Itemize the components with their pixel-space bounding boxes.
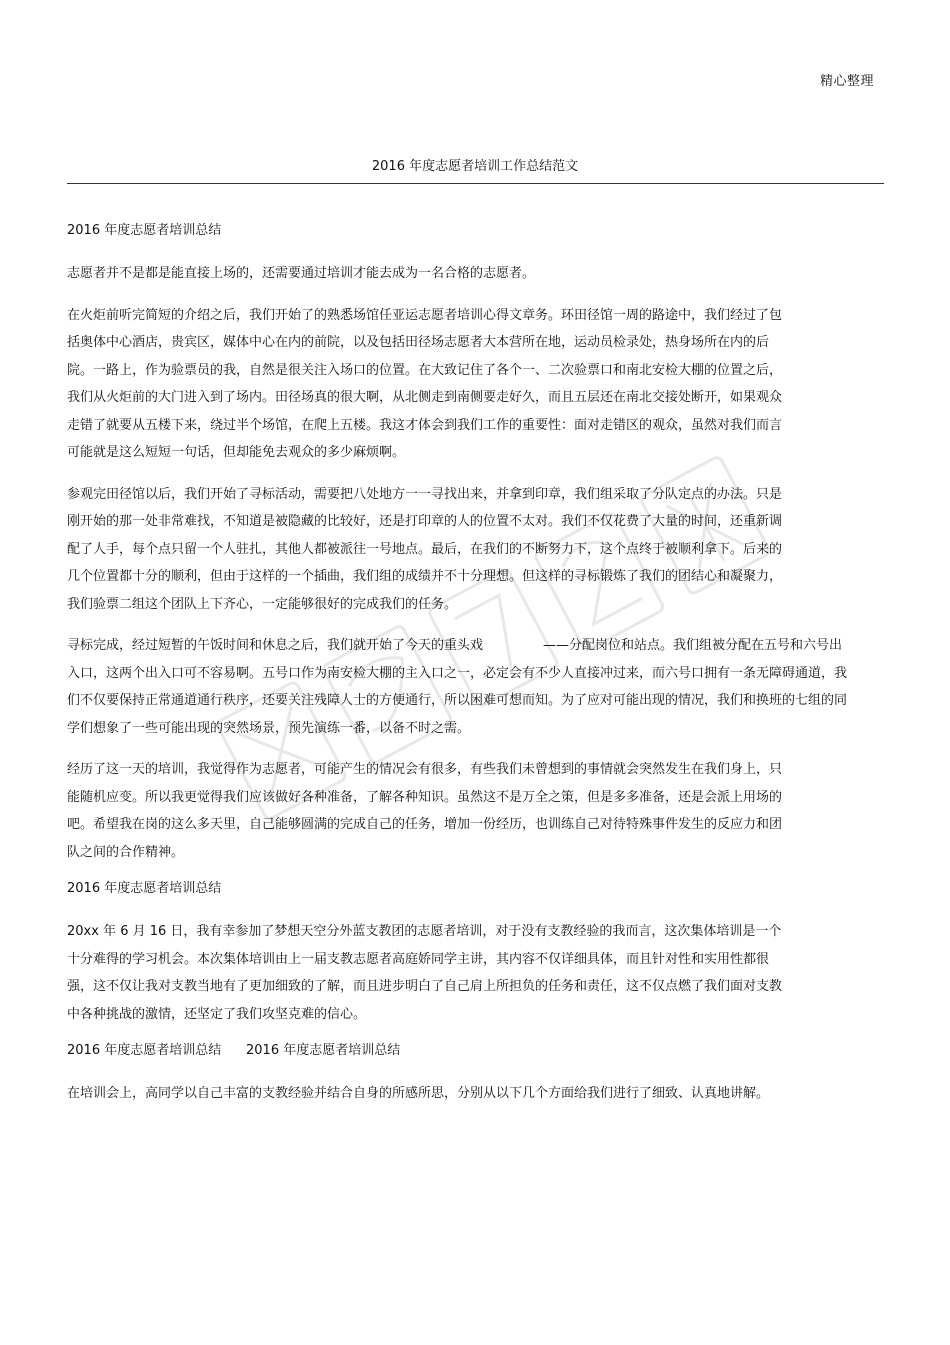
section-heading: 2016 年度志愿者培训总结 bbox=[67, 223, 222, 238]
document-title: 2016 年度志愿者培训工作总结范文 bbox=[371, 159, 579, 174]
paragraph-reflection: 经历了这一天的培训，我觉得作为志愿者，可能产生的情况会有很多，有些我们未曾想到的事情就会突然发生在我们身上，只能随机应变。所以我更觉得我们应该做好各种准备，了解各种知识。虽然这不是万全之策，但是多多准备，还是会派上用场的吧。希望我在岗的这么多天里，自己能够圆满的完成自己的任务，增加一份经历，也训练自己对待特殊事件发生的反应力和团队之间的合作精神。 bbox=[67, 762, 783, 860]
document-body bbox=[67, 222, 848, 1122]
paragraph-assignment bbox=[67, 632, 847, 742]
section-heading-3a: 2016 年度志愿者培训总结 bbox=[67, 1043, 222, 1058]
paragraph-teaching-training: 20xx 年 6 月 16 日，我有幸参加了梦想天空分外蓝支教团的志愿者培训，对于没有支教经验的我而言，这次集体培训是一个十分难得的学习机会。本次集体培训由上一届支教志愿者高庭娇同学主讲，其内容不仅详细具体，而且针对性和实用性都很强，这不仅让我对支教当地有了更加细致的了解，而且进步明白了自己肩上所担负的任务和责任，这不仅点燃了我们面对支教中各种挑战的激情，还坚定了我们攻坚克难的信心。 bbox=[67, 924, 783, 1022]
paragraph-lecture: 在培训会上，高同学以自己丰富的支教经验并结合自身的所感所思，分别从以下几个方面给我们进行了细致、认真地讲解。 bbox=[67, 1086, 770, 1101]
paragraph-torch-tour: 在火炬前听完简短的介绍之后，我们开始了的熟悉场馆任亚运志愿者培训心得文章务。环田径馆一周的路途中，我们经过了包括奥体中心酒店，贵宾区，媒体中心在内的前院，以及包括田径场志愿者大本营所在地，运动员检录处，热身场所在内的后院。一路上，作为验票员的我，自然是很关注入场口的位置。在大致记住了各个一、二次验票口和南北安检大棚的位置之后，我们从火炬前的大门进入到了场内。田径场真的很大啊，从北侧走到南侧要走好久，而且五层还在南北交接处断开，如果观众走错了就要从五楼下来，绕过半个场馆，在爬上五楼。我这才体会到我们工作的重要性：面对走错区的观众，虽然对我们而言可能就是这么短短一句话，但却能免去观众的多少麻烦啊。 bbox=[67, 307, 783, 460]
section-heading-3 bbox=[67, 1042, 787, 1060]
section-heading-2: 2016 年度志愿者培训总结 bbox=[67, 881, 222, 896]
paragraph-assignment-part-a: 寻标完成，经过短暂的午饭时间和休息之后，我们就开始了今天的重头戏 bbox=[67, 638, 484, 653]
header-note: 精心整理 bbox=[819, 74, 874, 89]
section-heading-3b: 2016 年度志愿者培训总结 bbox=[246, 1043, 401, 1058]
title-divider bbox=[67, 183, 884, 184]
paragraph-treasure-hunt: 参观完田径馆以后，我们开始了寻标活动，需要把八处地方一一寻找出来，并拿到印章，我们组采取了分队定点的办法。只是刚开始的那一处非常难找，不知道是被隐藏的比较好，还是打印章的人的位置不太对。我们不仅花费了大量的时间，还重新调配了人手，每个点只留一个人驻扎，其他人都被派往一号地点。最后，在我们的不断努力下，这个点终于被顺利拿下。后来的几个位置都十分的顺利，但由于这样的一个插曲，我们组的成绩并不十分理想。但这样的寻标锻炼了我们的团结心和凝聚力，我们验票二组这个团队上下齐心，一定能够很好的完成我们的任务。 bbox=[67, 486, 783, 612]
paragraph-intro: 志愿者并不是都是能直接上场的，还需要通过培训才能去成为一名合格的志愿者。 bbox=[67, 266, 536, 281]
paragraph-assignment-part-b: ——分配岗位和站点。我们组被分配在五号和六号出入口，这两个出入口可不容易啊。五号口作为南安检大棚的主入口之一，必定会有不少人直接冲过来，而六号口拥有一条无障碍通道，我们不仅要保持正常通道通行秩序，还要关注残障人士的方便通行，所以困难可想而知。为了应对可能出现的情况，我们和换班的七组的同学们想象了一些可能出现的突然场景，预先演练一番，以备不时之需。 bbox=[67, 638, 848, 736]
